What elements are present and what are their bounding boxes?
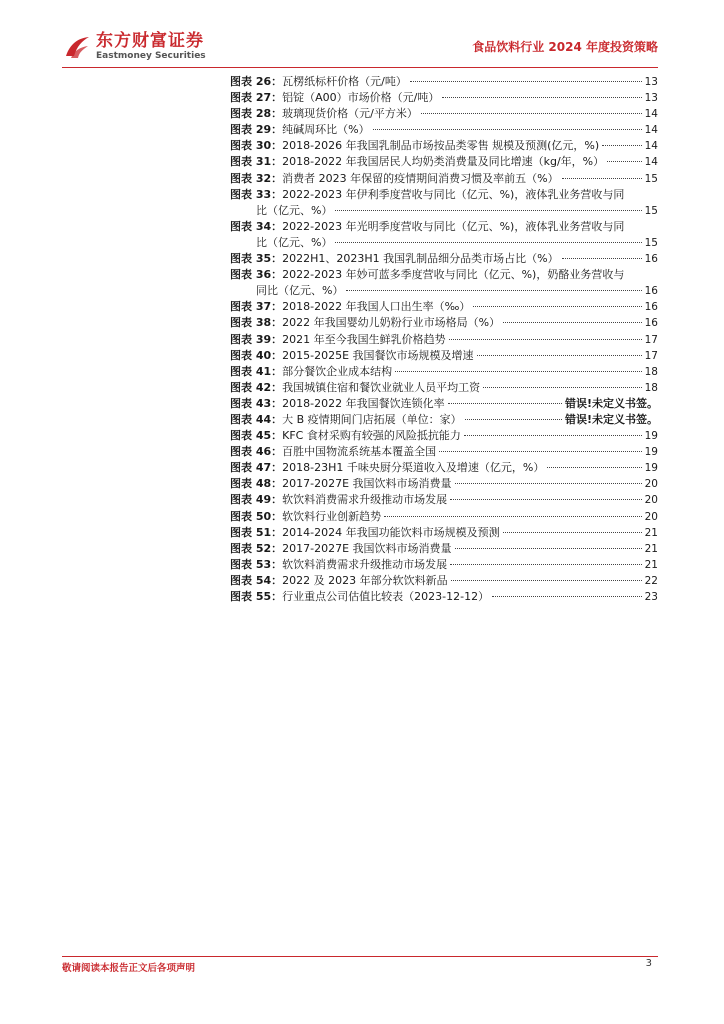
toc-leader-dots xyxy=(562,178,642,179)
disclaimer-note: 敬请阅读本报告正文后各项声明 xyxy=(62,963,196,974)
toc-entry-label: 图表 31： xyxy=(230,155,283,169)
toc-entry[interactable] xyxy=(230,348,658,364)
eastmoney-logo-icon xyxy=(62,32,92,62)
toc-entry[interactable] xyxy=(230,332,658,348)
toc-entry-title: 部分餐饮企业成本结构 xyxy=(282,364,393,378)
toc-entry[interactable] xyxy=(230,122,658,138)
toc-entry[interactable] xyxy=(230,573,658,589)
toc-leader-dots xyxy=(346,290,641,291)
toc-entry-page: 18 xyxy=(644,365,658,378)
toc-leader-dots xyxy=(410,81,642,82)
toc-entry-label: 图表 48： xyxy=(230,477,283,491)
toc-entry-label: 图表 40： xyxy=(230,348,283,362)
toc-entry-title: 比（亿元、%） xyxy=(256,235,333,249)
toc-entry-title: 2017-2027E 我国饮料市场消费量 xyxy=(282,477,452,491)
toc-entry-label: 图表 27： xyxy=(230,91,283,105)
toc-entry-title: 2022 年我国婴幼儿奶粉行业市场格局（%） xyxy=(282,316,501,330)
toc-entry-label: 图表 28： xyxy=(230,107,283,121)
toc-entry-title: 2018-23H1 千味央厨分渠道收入及增速（亿元，%） xyxy=(282,461,545,475)
toc-entry-label: 图表 55： xyxy=(230,590,283,603)
toc-entry[interactable] xyxy=(230,138,658,154)
toc-entry[interactable] xyxy=(230,106,658,122)
toc-entry-title: KFC 食材采购有较强的风险抵抗能力 xyxy=(282,429,461,443)
toc-entry[interactable] xyxy=(230,74,658,90)
toc-entry-label: 图表 51： xyxy=(230,525,283,539)
toc-leader-dots xyxy=(455,483,642,484)
toc-entry-page: 16 xyxy=(644,253,658,266)
toc-entry-page: 21 xyxy=(644,558,658,571)
toc-entry-page: 20 xyxy=(644,478,658,491)
toc-leader-dots xyxy=(450,564,641,565)
toc-leader-dots xyxy=(465,419,562,420)
toc-entry-title: 玻璃现货价格（元/平方米） xyxy=(282,107,418,121)
toc-leader-dots xyxy=(602,145,642,146)
toc-entry-label: 图表 37： xyxy=(230,300,283,314)
toc-entry[interactable] xyxy=(230,541,658,557)
toc-entry-title: 2021 年至今我国生鲜乳价格趋势 xyxy=(282,332,446,346)
toc-entry[interactable] xyxy=(230,235,658,251)
figure-list xyxy=(230,74,658,605)
toc-entry-page: 16 xyxy=(644,301,658,314)
toc-leader-dots xyxy=(473,306,641,307)
toc-entry[interactable] xyxy=(230,380,658,396)
toc-leader-dots xyxy=(483,387,641,388)
toc-leader-dots xyxy=(503,322,642,323)
toc-entry-label: 图表 26： xyxy=(230,75,283,88)
toc-leader-dots xyxy=(562,258,642,259)
toc-entry-page: 16 xyxy=(644,317,658,330)
toc-entry[interactable] xyxy=(230,283,658,299)
toc-entry-title: 同比（亿元、%） xyxy=(256,284,344,298)
toc-entry-title: 行业重点公司估值比较表（2023-12-12） xyxy=(282,590,490,603)
toc-entry[interactable] xyxy=(230,154,658,170)
toc-leader-dots xyxy=(335,210,641,211)
toc-entry[interactable] xyxy=(230,476,658,492)
toc-entry[interactable] xyxy=(230,315,658,331)
page-header xyxy=(0,0,724,70)
toc-entry-label: 图表 49： xyxy=(230,493,283,507)
toc-entry[interactable] xyxy=(230,525,658,541)
toc-entry[interactable] xyxy=(230,444,658,460)
toc-entry-label: 图表 29： xyxy=(230,123,283,137)
toc-entry-page: 15 xyxy=(644,236,658,249)
toc-entry-page: 14 xyxy=(644,124,658,137)
toc-entry-title: 2018-2022 年我国人口出生率（‰） xyxy=(282,300,471,314)
toc-entry-title: 2022 及 2023 年部分软饮料新品 xyxy=(282,573,448,587)
toc-leader-dots xyxy=(448,403,562,404)
toc-entry[interactable] xyxy=(230,460,658,476)
toc-entry[interactable] xyxy=(230,428,658,444)
toc-leader-dots xyxy=(464,435,642,436)
toc-entry-label: 图表 46： xyxy=(230,445,283,459)
toc-entry-page: 15 xyxy=(644,172,658,185)
logo-english-name: Eastmoney Securities xyxy=(96,51,206,61)
toc-leader-dots xyxy=(455,548,642,549)
toc-entry-page: 18 xyxy=(644,381,658,394)
toc-leader-dots xyxy=(607,161,642,162)
toc-leader-dots xyxy=(477,355,642,356)
toc-entry[interactable] xyxy=(230,509,658,525)
toc-entry[interactable] xyxy=(230,492,658,508)
toc-entry-label: 图表 44： xyxy=(230,412,283,426)
toc-entry[interactable] xyxy=(230,90,658,106)
toc-entry-title: 大 B 疫情期间门店拓展（单位：家） xyxy=(282,412,462,426)
toc-entry-label: 图表 35： xyxy=(230,252,283,266)
toc-leader-dots xyxy=(451,580,642,581)
toc-leader-dots xyxy=(373,129,642,130)
toc-entry-label: 图表 50： xyxy=(230,509,283,523)
toc-entry-page: 22 xyxy=(644,574,658,587)
toc-entry-page: 21 xyxy=(644,526,658,539)
toc-entry-title: 软饮料行业创新趋势 xyxy=(282,509,382,523)
toc-entry-page: 13 xyxy=(644,76,658,88)
toc-leader-dots xyxy=(384,516,641,517)
toc-entry-page: 17 xyxy=(644,349,658,362)
page-number: 3 xyxy=(645,958,652,969)
toc-entry[interactable] xyxy=(230,299,658,315)
toc-entry-page: 15 xyxy=(644,204,658,217)
toc-leader-dots xyxy=(439,451,641,452)
toc-entry-label: 图表 30： xyxy=(230,139,283,153)
toc-entry-page: 错误!未定义书签。 xyxy=(564,396,658,410)
toc-entry-title: 瓦楞纸标杆价格（元/吨） xyxy=(282,75,407,88)
toc-entry-label: 图表 39： xyxy=(230,332,283,346)
toc-entry[interactable] xyxy=(230,589,658,605)
toc-entry-page: 19 xyxy=(644,446,658,459)
toc-entry-page: 19 xyxy=(644,430,658,443)
toc-entry-title: 软饮料消费需求升级推动市场发展 xyxy=(282,557,448,571)
toc-entry-title: 百胜中国物流系统基本覆盖全国 xyxy=(282,445,437,459)
toc-entry-label: 图表 54： xyxy=(230,573,283,587)
toc-entry-title: 2022-2023 年光明季度营收与同比（亿元、%)，液体乳业务营收与同 xyxy=(282,219,625,233)
header-divider xyxy=(62,67,658,68)
toc-entry-page: 14 xyxy=(644,156,658,169)
toc-entry-page: 16 xyxy=(644,285,658,298)
toc-entry-page: 21 xyxy=(644,542,658,555)
toc-entry-title: 铝锭（A00）市场价格（元/吨） xyxy=(282,91,440,105)
toc-entry[interactable] xyxy=(230,171,658,187)
toc-entry-label: 图表 52： xyxy=(230,541,283,555)
toc-entry-page: 14 xyxy=(644,108,658,121)
toc-entry-page: 14 xyxy=(644,140,658,153)
toc-entry-title: 纯碱周环比（%） xyxy=(282,123,370,137)
toc-entry-page: 23 xyxy=(644,591,658,603)
toc-entry-title: 2018-2022 年我国居民人均奶类消费量及同比增速（kg/年，%） xyxy=(282,155,605,169)
logo-chinese-name: 东方财富证券 xyxy=(96,31,204,51)
toc-entry[interactable] xyxy=(230,187,658,203)
toc-entry-title: 2014-2024 年我国功能饮料市场规模及预测 xyxy=(282,525,500,539)
toc-entry-title: 2022H1、2023H1 我国乳制品细分品类市场占比（%） xyxy=(282,252,559,266)
toc-entry[interactable] xyxy=(230,364,658,380)
toc-entry-title: 2017-2027E 我国饮料市场消费量 xyxy=(282,541,452,555)
toc-leader-dots xyxy=(492,596,642,597)
toc-leader-dots xyxy=(450,499,641,500)
toc-entry[interactable] xyxy=(230,396,658,412)
toc-entry-label: 图表 53： xyxy=(230,557,283,571)
toc-entry-title: 2018-2022 年我国餐饮连锁化率 xyxy=(282,396,445,410)
toc-entry-label: 图表 32： xyxy=(230,171,283,185)
toc-entry-page: 13 xyxy=(644,92,658,105)
toc-leader-dots xyxy=(335,242,641,243)
toc-leader-dots xyxy=(503,532,642,533)
toc-entry-page: 17 xyxy=(644,333,658,346)
toc-entry-label: 图表 38： xyxy=(230,316,283,330)
toc-entry-page: 19 xyxy=(644,462,658,475)
toc-leader-dots xyxy=(442,97,641,98)
toc-entry-title: 软饮料消费需求升级推动市场发展 xyxy=(282,493,448,507)
toc-entry-label: 图表 36： xyxy=(230,268,283,282)
toc-leader-dots xyxy=(449,339,642,340)
toc-entry-title: 2022-2023 年妙可蓝多季度营收与同比（亿元、%)，奶酪业务营收与 xyxy=(282,268,625,282)
toc-leader-dots xyxy=(547,467,641,468)
toc-entry-label: 图表 42： xyxy=(230,380,283,394)
toc-entry-label: 图表 47： xyxy=(230,461,283,475)
report-title: 食品饮料行业 2024 年度投资策略 xyxy=(472,40,658,54)
toc-entry-title: 2018-2026 年我国乳制品市场按品类零售 规模及预测(亿元，%) xyxy=(282,139,600,153)
toc-entry[interactable] xyxy=(230,251,658,267)
toc-entry-title: 2022-2023 年伊利季度营收与同比（亿元、%)，液体乳业务营收与同 xyxy=(282,187,625,201)
toc-leader-dots xyxy=(421,113,642,114)
company-logo xyxy=(62,32,206,62)
toc-entry-title: 消费者 2023 年保留的疫情期间消费习惯及率前五（%） xyxy=(282,171,559,185)
toc-entry-title: 我国城镇住宿和餐饮业就业人员平均工资 xyxy=(282,380,481,394)
toc-entry-page: 20 xyxy=(644,510,658,523)
toc-entry-page: 错误!未定义书签。 xyxy=(564,412,658,426)
toc-entry-label: 图表 41： xyxy=(230,364,283,378)
toc-entry[interactable] xyxy=(230,557,658,573)
toc-leader-dots xyxy=(395,371,641,372)
toc-entry[interactable] xyxy=(230,412,658,428)
toc-entry-title: 2015-2025E 我国餐饮市场规模及增速 xyxy=(282,348,474,362)
toc-entry-title: 比（亿元、%） xyxy=(256,203,333,217)
toc-entry-page: 20 xyxy=(644,494,658,507)
toc-entry-label: 图表 33： xyxy=(230,187,283,201)
footer-divider xyxy=(62,956,658,957)
toc-entry[interactable] xyxy=(230,219,658,235)
toc-entry-label: 图表 45： xyxy=(230,429,283,443)
toc-entry-label: 图表 34： xyxy=(230,219,283,233)
toc-entry[interactable] xyxy=(230,203,658,219)
toc-entry-label: 图表 43： xyxy=(230,396,283,410)
toc-entry[interactable] xyxy=(230,267,658,283)
